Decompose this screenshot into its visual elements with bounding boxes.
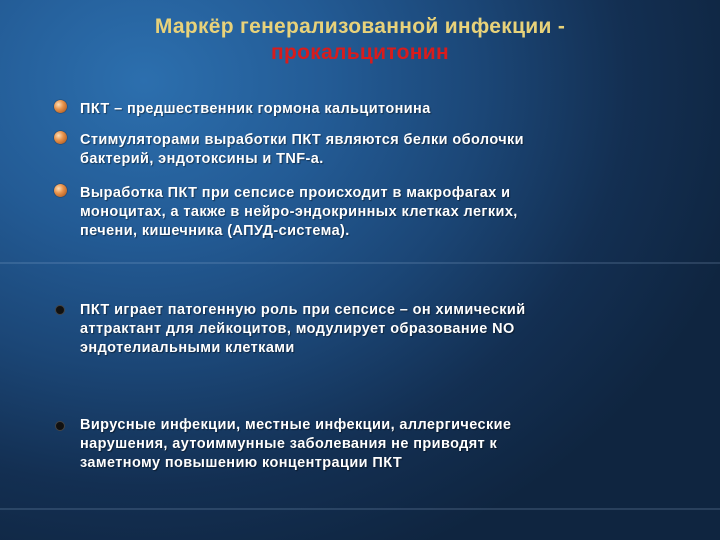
bullet-item: ПКТ играет патогенную роль при сепсисе – он химический аттрактант для лейкоцитов, модулирует образование NO эндотелиальными клетками bbox=[80, 302, 526, 356]
black-dot-bullet-icon bbox=[55, 421, 65, 431]
orange-orb-bullet-icon bbox=[54, 131, 67, 144]
title-line-2: прокальцитонин bbox=[271, 41, 449, 64]
orange-orb-bullet-icon bbox=[54, 100, 67, 113]
bullet-item: Стимуляторами выработки ПКТ являются белки оболочки бактерий, эндотоксины и TNF-a. bbox=[80, 132, 525, 167]
bullet-item: Выработка ПКТ при сепсисе происходит в макрофагах и моноцитах, а также в нейро-эндокринных клетках легких, печени, кишечника (АПУД-система). bbox=[80, 185, 518, 239]
bullet-item: Вирусные инфекции, местные инфекции, аллергические нарушения, аутоиммунные заболевания не приводят к заметному повышению концентрации ПКТ bbox=[80, 417, 512, 471]
orange-orb-bullet-icon bbox=[54, 184, 67, 197]
bullet-item: ПКТ – предшественник гормона кальцитонина bbox=[80, 101, 431, 117]
black-dot-bullet-icon bbox=[55, 305, 65, 315]
title-line-1: Маркёр генерализованной инфекции - bbox=[154, 15, 566, 38]
